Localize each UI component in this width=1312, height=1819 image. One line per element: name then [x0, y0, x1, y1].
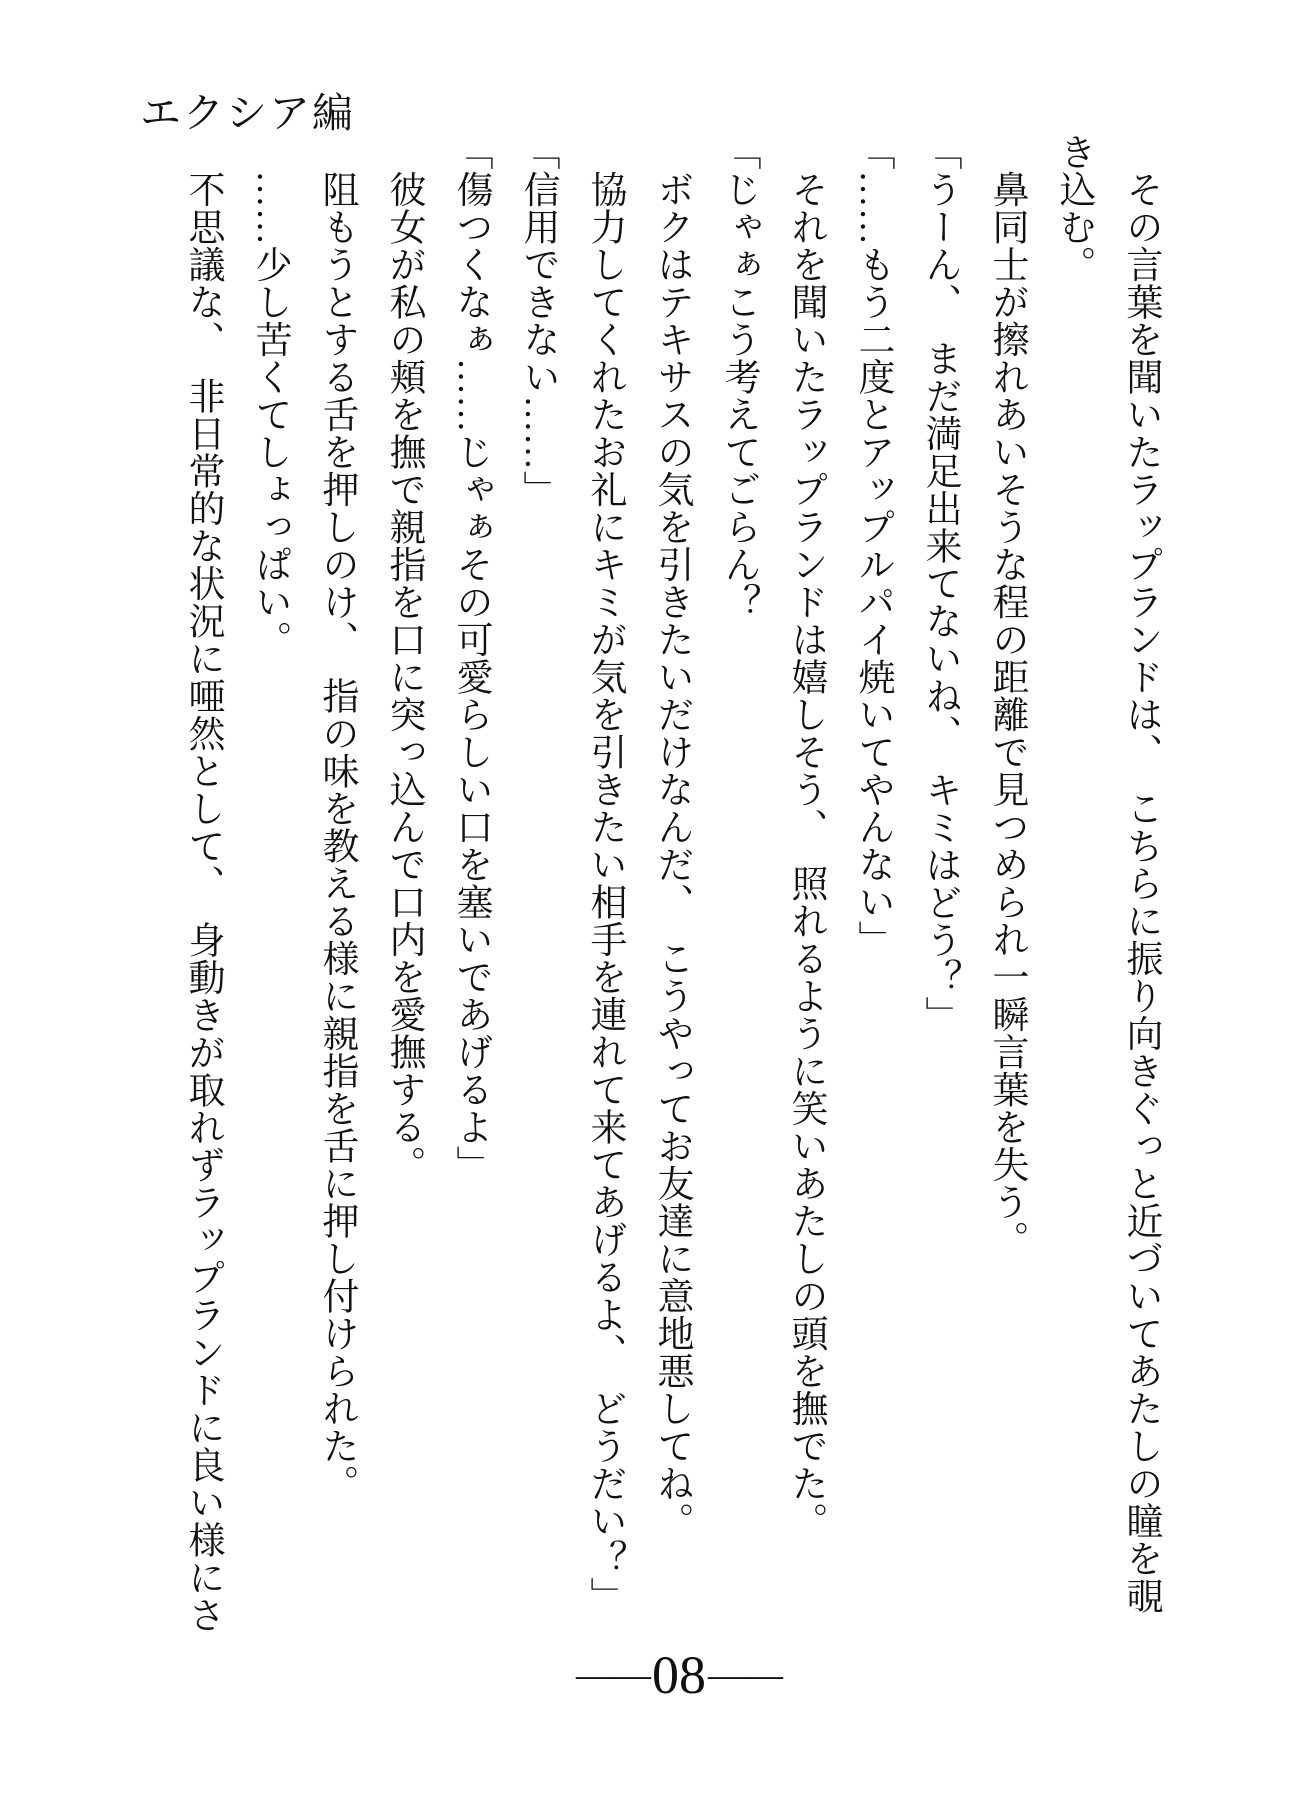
chapter-header: エクシア編	[140, 90, 355, 136]
text-line: 協力してくれたお礼にキミが気を引きたい相手を連れて来てあげるよ、 どうだい？」	[584, 133, 625, 1615]
text-line: その言葉を聞いたラップランドは、 こちらに振り向きぐっと近づいてあたしの瞳を覗	[1120, 133, 1161, 1615]
footer-dash-left: ――	[576, 1654, 650, 1696]
text-line: 阻もうとする舌を押しのけ、 指の味を教える様に親指を舌に押し付けられた。	[316, 133, 357, 1502]
text-line: 「傷つくなぁ……じゃぁその可愛らしい口を塞いであげるよ」	[450, 133, 491, 1183]
text-line: き込む。	[1053, 133, 1094, 283]
text-line: 「じゃぁこう考えてごらん？	[718, 133, 759, 621]
text-line: 「うーん、 まだ満足出来てないね、 キミはどう？」	[919, 133, 960, 1034]
body-text	[168, 133, 1174, 1696]
text-line: 不思議な、 非日常的な状況に唖然として、 身動きが取れずラップランドに良い様にさ	[182, 133, 223, 1634]
footer-dash-right: ――	[708, 1654, 782, 1696]
text-line: ……少し苦くてしょっぱい。	[249, 133, 290, 658]
page-number: 08	[652, 1645, 706, 1705]
page-footer	[576, 1642, 782, 1708]
text-line: ボクはテキサスの気を引きたいだけなんだ、 こうやってお友達に意地悪してね。	[651, 133, 692, 1540]
text-line: 彼女が私の頬を撫で親指を口に突っ込んで口内を愛撫する。	[383, 133, 424, 1183]
text-line: 鼻同士が擦れあいそうな程の距離で見つめられ一瞬言葉を失う。	[986, 133, 1027, 1258]
text-line: それを聞いたラップランドは嬉しそう、 照れるように笑いあたしの頭を撫でた。	[785, 133, 826, 1540]
text-line: 「信用できない……」	[517, 133, 558, 508]
text-line: 「……もう二度とアップルパイ焼いてやんない」	[852, 133, 893, 958]
